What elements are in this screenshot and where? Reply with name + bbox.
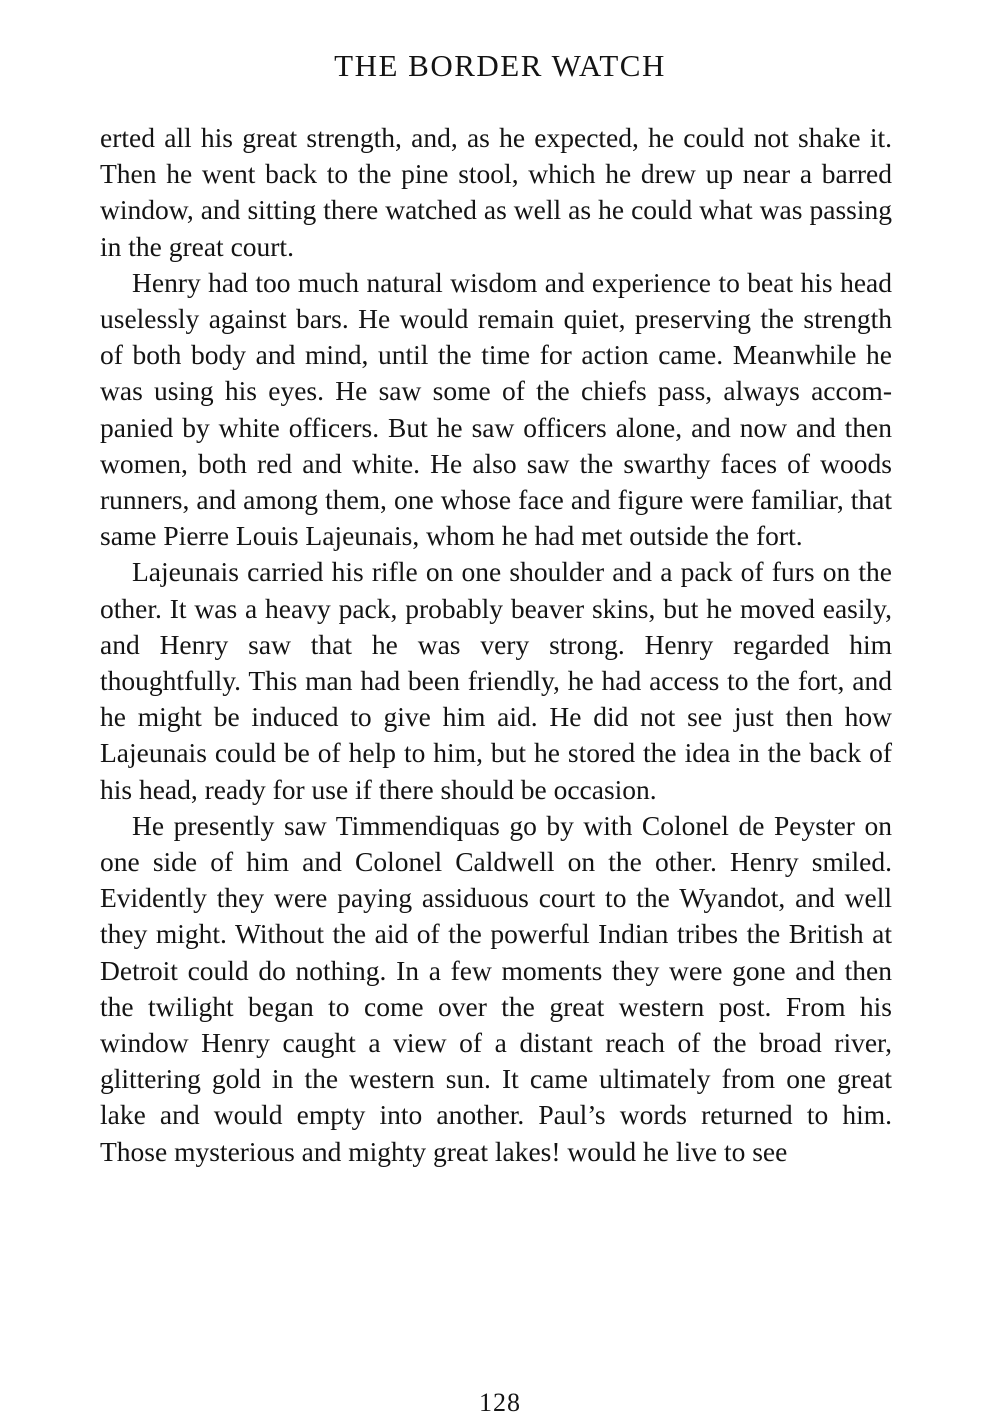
paragraph-3: Lajeunais carried his rifle on one shoulder and a pack of furs on the other. It was a heavy pack, probably beaver skins, but he moved easily, and Henry saw that he was very strong. Henry regarded him thoughtfully. This man had been friendly, he had access to the fort, and he might be induced to give him aid. He did not see just then how Lajeunais could be of help to him, but he stored the idea in the back of his head, ready for use if there should be occasion. [100, 556, 892, 805]
running-head-title: THE BORDER WATCH [334, 48, 666, 83]
paragraph-2: Henry had too much natural wisdom and experience to beat his head uselessly against bars. He would remain quiet, preserving the strength of both body and mind, until the time for action came. Meanwhile he was using his eyes. He saw some of the chiefs pass, always accompanied by white officers. But he saw officers alone, and now and then women, both red and white. He also saw the swarthy faces of woods runners, and among them, one whose face and figure were familiar, that same Pierre Louis Lajeunais, whom he had met outside the fort. [100, 266, 892, 552]
body-text [100, 120, 892, 1170]
paragraph-4: He presently saw Timmendiquas go by with Colonel de Peyster on one side of him and Colonel Caldwell on the other. Henry smiled. Evidently they were paying assiduous court to the Wyandot, and well they might. Without the aid of the powerful Indian tribes the British at Detroit could do nothing. In a few moments they were gone and then the twilight began to come over the great western post. From his window Henry caught a view of a distant reach of the broad river, glittering gold in the western sun. It came ultimately from one great lake and would empty into another. Paul’s words returned to him. Those mysterious and mighty great lakes! would he live to see [100, 809, 892, 1167]
paragraph-1: erted all his great strength, and, as he expected, he could not shake it. Then he went back to the pine stool, which he drew up near a barred window, and sitting there watched as well as he could what was passing in the great court. [100, 122, 892, 262]
page-number: 128 [479, 1388, 521, 1417]
